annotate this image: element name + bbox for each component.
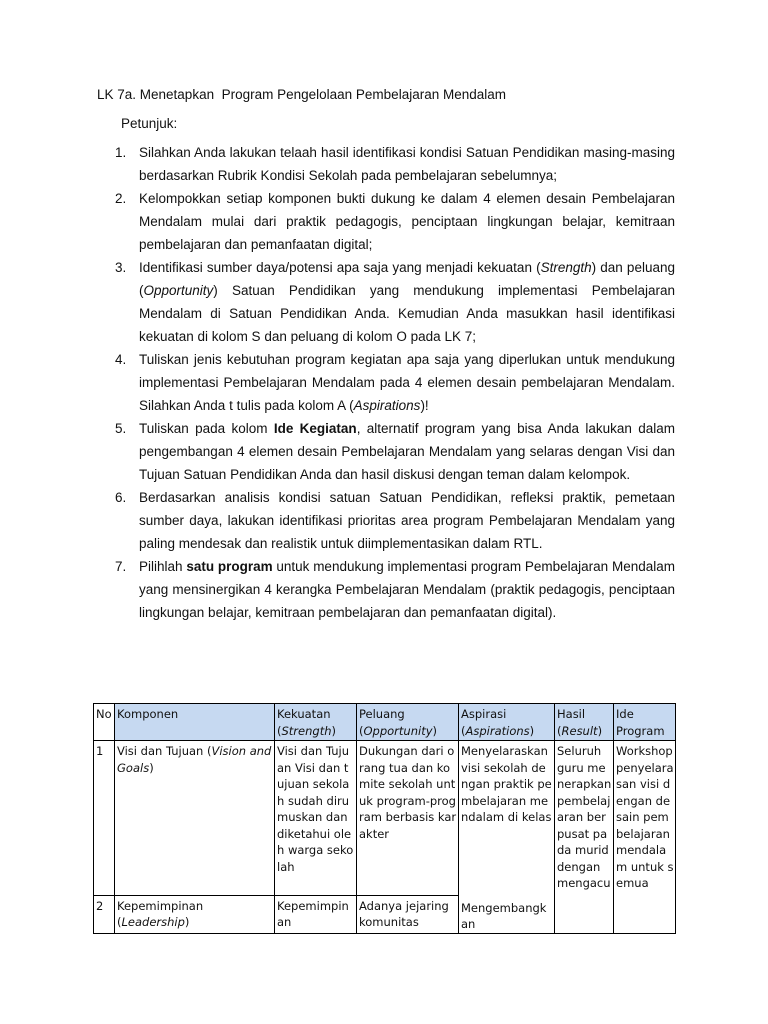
instruction-text: Kelompokkan setiap komponen bukti dukung ke dalam 4 elemen desain Pembelajaran Mendalam mulai dari praktik pedagogis, penciptaan lingkungan belajar, kemitraan pembelajaran dan pemanfaatan digital; bbox=[139, 191, 675, 252]
instruction-item bbox=[115, 486, 675, 555]
cell-komponen: Kepemimpinan (Leadership) bbox=[115, 895, 275, 933]
cell-peluang: Adanya jejaring komunitas bbox=[357, 895, 459, 933]
cell-no: 2 bbox=[94, 895, 115, 933]
instruction-item bbox=[115, 141, 675, 187]
cell-peluang: Dukungan dari orang tua dan komite sekolah untuk program-program berbasis karakter bbox=[357, 741, 459, 896]
cell-ide-program: Workshop penyelarasan visi dengan desain pembelajaran mendalam untuk semua bbox=[614, 741, 676, 934]
instruction-number: 6. bbox=[115, 490, 127, 505]
instruction-text: Pilihlah satu program untuk mendukung implementasi program Pembelajaran Mendalam yang mensinergikan 4 kerangka Pembelajaran Mendalam (praktik pedagogis, penciptaan lingkungan belajar, kemitraan pembelajaran dan pemanfaatan digital). bbox=[139, 559, 675, 620]
instruction-text: Berdasarkan analisis kondisi satuan Satuan Pendidikan, refleksi praktik, pemetaan sumber daya, lakukan identifikasi prioritas area program Pembelajaran Mendalam yang paling mendesak dan realistik untuk diimplementasikan dalam RTL. bbox=[139, 490, 675, 551]
instruction-number: 4. bbox=[115, 352, 127, 367]
petunjuk-label: Petunjuk: bbox=[121, 116, 178, 131]
program-table bbox=[93, 703, 676, 934]
instruction-list bbox=[115, 141, 675, 624]
instruction-item bbox=[115, 187, 675, 256]
header-ide-program: Ide Program bbox=[614, 704, 676, 741]
table-row bbox=[94, 741, 676, 896]
table-header-row bbox=[94, 704, 676, 741]
header-komponen: Komponen bbox=[115, 704, 275, 741]
page-title: LK 7a. Menetapkan Program Pengelolaan Pembelajaran Mendalam bbox=[97, 87, 507, 102]
instruction-number: 2. bbox=[115, 191, 127, 206]
instruction-number: 1. bbox=[115, 145, 127, 160]
cell-aspirasi: Menyelaraskan visi sekolah dengan praktik pembelajaran mendalam di kelas Mengembangkan bbox=[459, 741, 555, 934]
header-kekuatan: Kekuatan (Strength) bbox=[275, 704, 357, 741]
instruction-item bbox=[115, 555, 675, 624]
instruction-number: 7. bbox=[115, 559, 127, 574]
instruction-text: Tuliskan pada kolom Ide Kegiatan, alternatif program yang bisa Anda lakukan dalam pengembangan 4 elemen desain Pembelajaran Mendalam yang selaras dengan Visi dan Tujuan Satuan Pendidikan Anda dan hasil diskusi dengan teman dalam kelompok. bbox=[139, 421, 675, 482]
instruction-number: 3. bbox=[115, 260, 127, 275]
cell-no: 1 bbox=[94, 741, 115, 896]
cell-komponen: Visi dan Tujuan (Vision and Goals) bbox=[115, 741, 275, 896]
instruction-item bbox=[115, 348, 675, 417]
header-aspirasi: Aspirasi (Aspirations) bbox=[459, 704, 555, 741]
header-hasil: Hasil (Result) bbox=[555, 704, 614, 741]
cell-kekuatan: Kepemimpinan bbox=[275, 895, 357, 933]
header-peluang: Peluang (Opportunity) bbox=[357, 704, 459, 741]
instruction-text: Silahkan Anda lakukan telaah hasil identifikasi kondisi Satuan Pendidikan masing-masing berdasarkan Rubrik Kondisi Sekolah pada pembelajaran sebelumnya; bbox=[139, 145, 675, 183]
header-no: No bbox=[94, 704, 115, 741]
instruction-text: Tuliskan jenis kebutuhan program kegiatan apa saja yang diperlukan untuk mendukung implementasi Pembelajaran Mendalam pada 4 elemen desain pembelajaran Mendalam. Silahkan Anda t tulis pada kolom A (Aspirations)! bbox=[139, 352, 675, 413]
instruction-item bbox=[115, 417, 675, 486]
instruction-number: 5. bbox=[115, 421, 127, 436]
cell-hasil: Seluruh guru menerapkan pembelajaran berpusat pada murid dengan mengacu bbox=[555, 741, 614, 934]
instruction-text: Identifikasi sumber daya/potensi apa saja yang menjadi kekuatan (Strength) dan peluang (Opportunity) Satuan Pendidikan yang mendukung implementasi Pembelajaran Mendalam di Satuan Pendidikan Anda. Kemudian Anda masukkan hasil identifikasi kekuatan di kolom S dan peluang di kolom O pada LK 7; bbox=[139, 260, 675, 344]
cell-kekuatan: Visi dan Tujuan Visi dan tujuan sekolah sudah dirumuskan dan diketahui oleh warga sekolah bbox=[275, 741, 357, 896]
instruction-item bbox=[115, 256, 675, 348]
